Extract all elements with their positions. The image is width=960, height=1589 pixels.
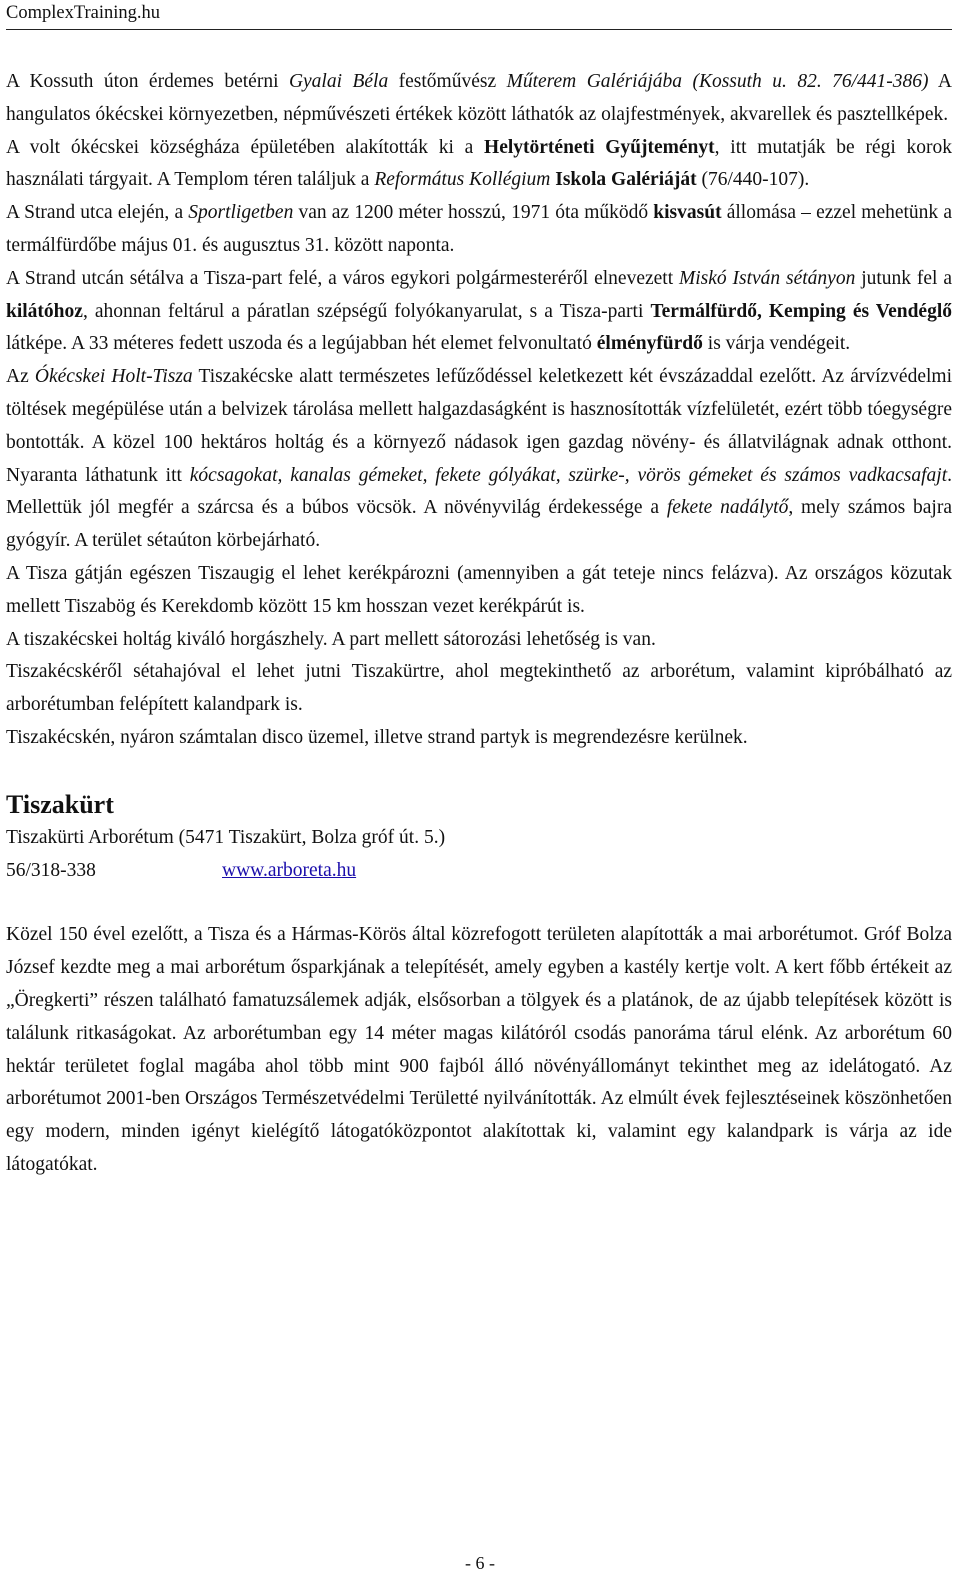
text-run: A Kossuth úton érdemes betérni [6, 71, 289, 92]
paragraph-narrow-gauge-railway [6, 197, 952, 263]
text-run-italic: Műterem Galériájába (Kossuth u. 82. 76/441-386) [506, 71, 929, 92]
text-run: festőművész [388, 71, 507, 92]
text-run: A volt ókécskei községháza épületében alakították ki a [6, 136, 485, 158]
text-run-italic: Gyalai Béla [288, 71, 389, 92]
website-link[interactable]: www.arboreta.hu [222, 859, 357, 881]
text-run: is várja vendégeit. [702, 333, 851, 355]
text-run-italic: Ókécskei Holt-Tisza [34, 366, 193, 388]
text-run-italic: Miskó István sétányon [678, 267, 856, 289]
paragraph-arboretum: Közel 150 ével ezelőtt, a Tisza és a Hármas-Körös által közrefogott területen alapították a mai arborétumot. Gróf Bolza József kezdte meg a mai arborétum ősparkjának a telepítését, amely egyben a kastély kertje volt. A kert főbb értékeit az „Öregkerti” részen található famatuzsálemek adják, elsősorban a tölgyek és a platánok, de az újabb telepítések között is találunk ritkaságokat. Az arborétumban egy 14 méter magas kilátóról csodás panoráma tárul elénk. Az arborétum 60 hektár területet foglal magába ahol több mint 900 fajból álló növényállományt tekinthet meg az idelátogató. Az arborétumot 2001-ben Országos Természetvédelmi Területté nyilvánították. Az elmúlt évek fejlesztéseinek köszönhetően egy modern, minden igényt kielégítő látogatóközpontot alakítottak ki, valamint egy kalandpark is várja az ide látogatókat. [6, 924, 952, 1175]
text-run-italic: Református Kollégium [374, 169, 551, 191]
text-run-bold: kilátóhoz [6, 300, 83, 322]
text-run-bold: élményfürdő [596, 333, 703, 355]
page-number: - 6 - [465, 1553, 495, 1573]
text-run: A Strand utcán sétálva a Tisza-part felé, a város egykori polgármesteréről elnevezett [6, 267, 679, 289]
paragraph-oxbow-lake [6, 361, 952, 558]
arboretum-address: Tiszakürti Arborétum (5471 Tiszakürt, Bolza gróf út. 5.) [6, 826, 446, 848]
text-run: jutunk fel a [855, 267, 952, 289]
paragraph-fishing: A tiszakécskei holtág kiváló horgászhely. A part mellett sátorozási lehetőség is van. [6, 628, 656, 650]
text-run-bold: Iskola Galériáját [555, 169, 697, 191]
section-heading: Tiszakürt [6, 789, 114, 819]
document-body [6, 66, 952, 1182]
page-header [6, 2, 952, 30]
text-run: állomása – ezzel mehetünk a termálfürdőbe május 01. és augusztus 31. között naponta. [6, 202, 952, 256]
paragraph-discos: Tiszakécskén, nyáron számtalan disco üzemel, illetve strand partyk is megrendezésre kerülnek. [6, 726, 748, 748]
spacer [6, 887, 952, 919]
paragraph-boat-trip: Tiszakécskéről sétahajóval el lehet jutni Tiszakürtre, ahol megtekinthető az arborétum, valamint kipróbálható az arborétumban felépített kalandpark is. [6, 661, 952, 716]
text-run: . Mellettük jól megfér a szárcsa és a búbos vöcsök. A növényvilág érdekessége a [6, 464, 952, 519]
text-run: Az [6, 366, 35, 388]
text-run-italic: fekete nadálytő [666, 497, 789, 519]
paragraph-promenade [6, 263, 952, 361]
text-run: A Strand utca elején, a [6, 202, 189, 224]
text-run: van az 1200 méter hosszú, 1971 óta működő [293, 202, 654, 224]
text-run: , mely számos bajra gyógyír. A terület sétaúton körbejárható. [6, 497, 953, 552]
paragraph-local-history [6, 132, 952, 198]
text-run: , itt mutatják be régi korok használati tárgyait. A Templom téren találjuk a [6, 136, 953, 191]
text-run: (76/440-107). [696, 169, 810, 191]
text-run-bold: kisvasút [653, 202, 722, 224]
site-name: ComplexTraining.hu [6, 3, 161, 23]
text-run: Tiszakécske alatt természetes lefűződéssel keletkezett két évszázaddal ezelőtt. Az árvízvédelmi töltések megépülése után a belvizek tárolása mellett halgazdaságként is hasznosították vízfelületét, ezért több tóegységre bontották. A közel 100 hektáros holtág és a környező nádasok igen gazdag növény- és állatvilágnak adnak otthont. Nyaranta láthatunk itt [6, 366, 952, 486]
text-run-bold: Helytörténeti Gyűjteményt [484, 136, 715, 158]
text-run-bold: Termálfürdő, Kemping és Vendéglő [650, 300, 952, 322]
text-run: látképe. A 33 méteres fedett uszoda és a legújabban hét elemet felvonultató [6, 333, 597, 355]
text-run-italic: Sportligetben [188, 202, 294, 224]
text-run: A hangulatos ókécskei környezetben, népművészeti értékek között láthatók az olajfestmények, akvarellek és pasztellképek. [6, 71, 952, 125]
paragraph-cycling: A Tisza gátján egészen Tiszaugig el lehet kerékpározni (amennyiben a gát teteje nincs felázva). Az országos közutak mellett Tiszabög és Kerekdomb között 15 km hosszan vezet kerékpárút is. [6, 562, 952, 617]
phone-number: 56/318-338 [6, 859, 96, 881]
text-run: , ahonnan feltárul a páratlan szépségű folyókanyarulat, s a Tisza-parti [82, 300, 651, 322]
contact-row [6, 855, 952, 888]
paragraph-gallery [6, 66, 952, 132]
text-run-italic: kócsagokat, kanalas gémeket, fekete gólyákat, szürke-, vörös gémeket és számos vadkacsafajt [189, 464, 948, 486]
